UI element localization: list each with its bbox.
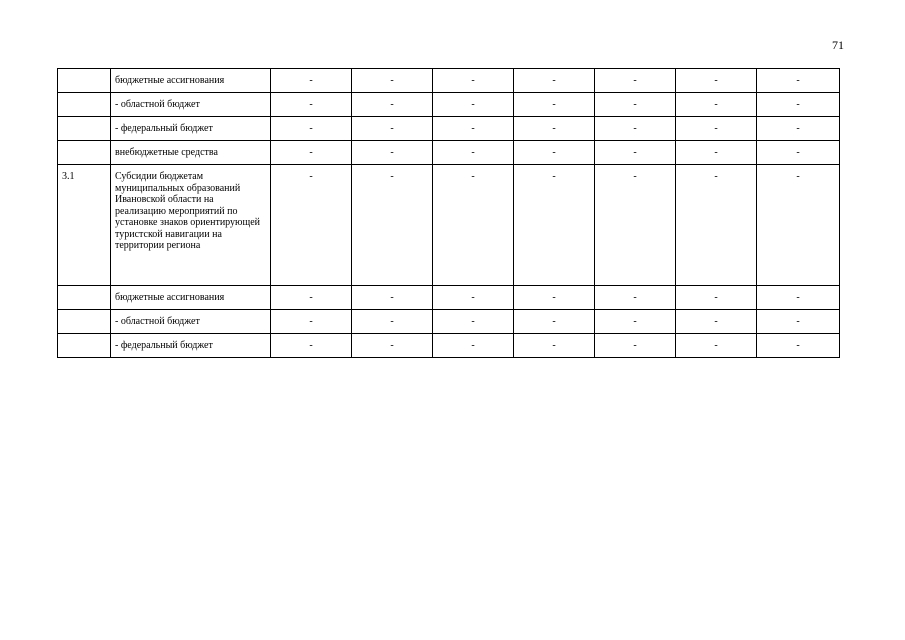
value-cell: - <box>271 165 352 286</box>
value-cell: - <box>352 286 433 310</box>
row-label-cell: бюджетные ассигнования <box>111 69 271 93</box>
value-cell: - <box>514 165 595 286</box>
value-cell: - <box>352 69 433 93</box>
value-cell: - <box>433 334 514 358</box>
row-label-cell: бюджетные ассигнования <box>111 286 271 310</box>
value-cell: - <box>514 334 595 358</box>
value-cell: - <box>433 93 514 117</box>
value-cell: - <box>757 334 840 358</box>
value-cell: - <box>514 69 595 93</box>
value-cell: - <box>433 165 514 286</box>
value-cell: - <box>352 310 433 334</box>
table-row <box>58 286 840 310</box>
value-cell: - <box>676 310 757 334</box>
value-cell: - <box>757 117 840 141</box>
value-cell: - <box>676 93 757 117</box>
value-cell: - <box>595 310 676 334</box>
value-cell: - <box>352 93 433 117</box>
value-cell: - <box>433 310 514 334</box>
value-cell: - <box>595 286 676 310</box>
value-cell: - <box>271 334 352 358</box>
table-row <box>58 69 840 93</box>
value-cell: - <box>757 165 840 286</box>
value-cell: - <box>433 141 514 165</box>
value-cell: - <box>676 141 757 165</box>
row-number-cell <box>58 69 111 93</box>
row-number-cell <box>58 93 111 117</box>
value-cell: - <box>757 310 840 334</box>
value-cell: - <box>757 69 840 93</box>
value-cell: - <box>595 334 676 358</box>
table-row <box>58 310 840 334</box>
value-cell: - <box>676 69 757 93</box>
row-label-cell: - федеральный бюджет <box>111 334 271 358</box>
value-cell: - <box>514 117 595 141</box>
value-cell: - <box>271 69 352 93</box>
row-number-cell <box>58 286 111 310</box>
value-cell: - <box>595 165 676 286</box>
value-cell: - <box>271 286 352 310</box>
value-cell: - <box>757 286 840 310</box>
value-cell: - <box>757 141 840 165</box>
value-cell: - <box>514 141 595 165</box>
value-cell: - <box>271 93 352 117</box>
value-cell: - <box>676 165 757 286</box>
value-cell: - <box>595 69 676 93</box>
value-cell: - <box>676 286 757 310</box>
row-label-cell: - федеральный бюджет <box>111 117 271 141</box>
row-label-cell: - областной бюджет <box>111 310 271 334</box>
page-number: 71 <box>832 38 844 52</box>
row-number-cell <box>58 117 111 141</box>
table-row <box>58 117 840 141</box>
value-cell: - <box>676 117 757 141</box>
table-row <box>58 141 840 165</box>
value-cell: - <box>514 286 595 310</box>
row-label-cell: - областной бюджет <box>111 93 271 117</box>
value-cell: - <box>271 141 352 165</box>
value-cell: - <box>757 93 840 117</box>
table-row <box>58 334 840 358</box>
row-label-cell: Субсидии бюджетам муниципальных образований Ивановской области на реализацию мероприятий по установке знаков ориентирующей туристской навигации на территории региона <box>111 165 271 286</box>
value-cell: - <box>433 286 514 310</box>
row-number-cell <box>58 310 111 334</box>
value-cell: - <box>595 141 676 165</box>
value-cell: - <box>514 310 595 334</box>
value-cell: - <box>676 334 757 358</box>
row-label-cell: внебюджетные средства <box>111 141 271 165</box>
table-body <box>58 69 840 358</box>
row-number-cell: 3.1 <box>58 165 111 286</box>
value-cell: - <box>352 117 433 141</box>
value-cell: - <box>595 93 676 117</box>
value-cell: - <box>352 141 433 165</box>
row-number-cell <box>58 141 111 165</box>
row-number-cell <box>58 334 111 358</box>
value-cell: - <box>352 165 433 286</box>
value-cell: - <box>271 310 352 334</box>
budget-table <box>57 68 840 358</box>
value-cell: - <box>514 93 595 117</box>
table-row <box>58 93 840 117</box>
value-cell: - <box>352 334 433 358</box>
table-row <box>58 165 840 286</box>
value-cell: - <box>271 117 352 141</box>
value-cell: - <box>433 117 514 141</box>
value-cell: - <box>433 69 514 93</box>
value-cell: - <box>595 117 676 141</box>
